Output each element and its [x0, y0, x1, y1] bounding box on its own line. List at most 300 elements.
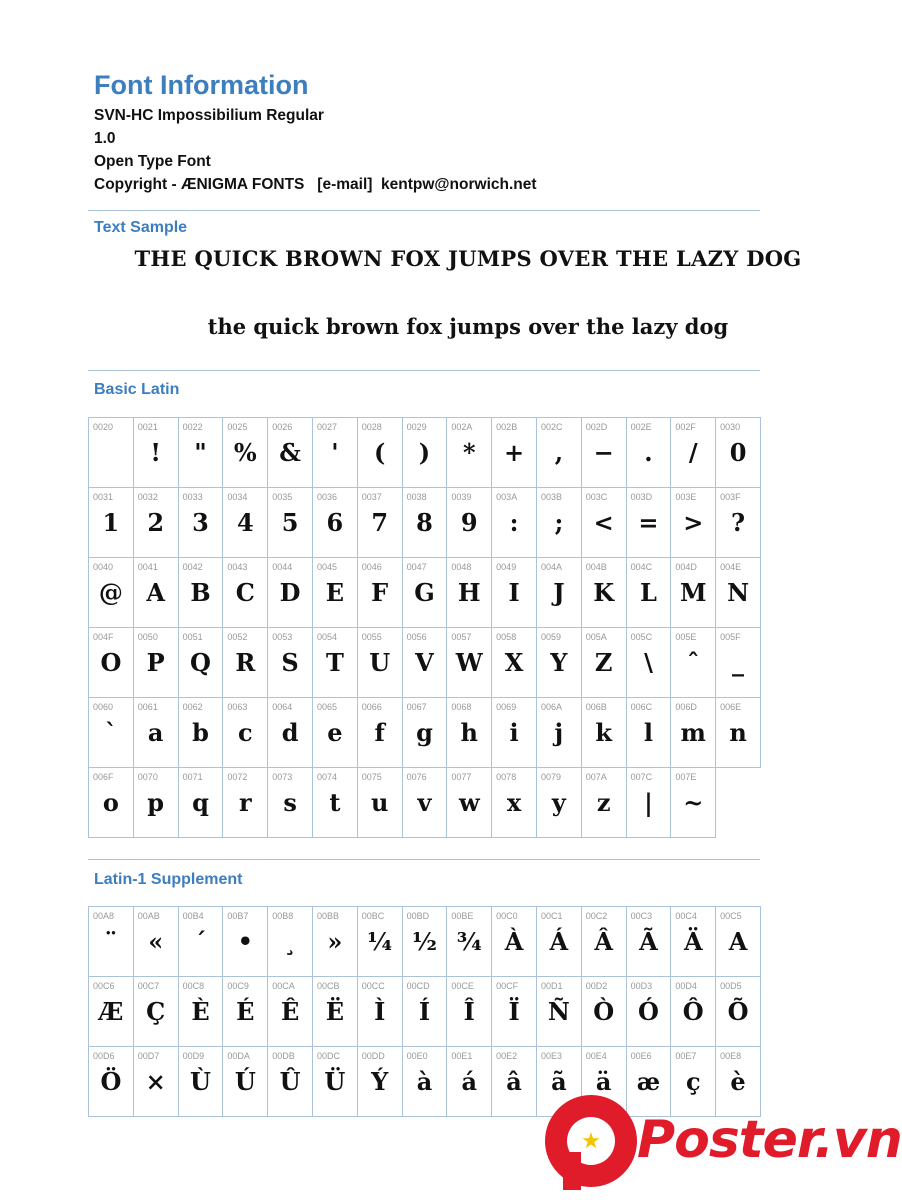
glyph-cell: [537, 977, 582, 1047]
glyph-char: æ: [636, 1067, 661, 1096]
glyph-cell: [492, 907, 537, 977]
glyph-char: 2: [147, 508, 165, 537]
glyph-cell: [671, 977, 716, 1047]
glyph-cell: [223, 977, 268, 1047]
glyph-cell: [89, 558, 134, 628]
glyph-code: 0042: [182, 562, 203, 572]
glyph-char: C: [235, 578, 255, 607]
glyph-cell: [492, 698, 537, 768]
glyph-code: 002B: [496, 422, 518, 432]
glyph-char: Q: [190, 648, 211, 677]
glyph-cell: [134, 977, 179, 1047]
glyph-char: 0: [729, 438, 747, 467]
glyph-char: @: [98, 578, 123, 607]
glyph-code: 006B: [585, 702, 607, 712]
glyph-char: *: [462, 438, 476, 467]
glyph-char: K: [593, 578, 615, 607]
glyph-code: 0048: [451, 562, 472, 572]
glyph-char: 8: [416, 508, 433, 537]
glyph-char: ¨: [104, 927, 117, 956]
glyph-char: D: [279, 578, 301, 607]
glyph-cell: [358, 768, 403, 838]
glyph-cell: [627, 628, 672, 698]
glyph-cell: [89, 698, 134, 768]
glyph-code: 0075: [361, 772, 382, 782]
glyph-char: À: [504, 927, 524, 956]
glyph-cell: [627, 488, 672, 558]
glyph-code: 00CD: [406, 981, 430, 991]
glyph-cell: [313, 1047, 358, 1117]
glyph-cell: [447, 768, 492, 838]
glyph-code: 0041: [137, 562, 158, 572]
glyph-code: 0022: [182, 422, 203, 432]
glyph-cell: [179, 907, 224, 977]
glyph-char: y: [551, 788, 566, 817]
glyph-code: 00D6: [93, 1051, 115, 1061]
glyph-char: c: [237, 718, 253, 747]
glyph-code: 0040: [93, 562, 114, 572]
star-icon: ★: [581, 1128, 601, 1153]
glyph-char: `: [104, 718, 117, 747]
glyph-char: ~: [683, 788, 704, 817]
glyph-cell: [89, 488, 134, 558]
glyph-char: Ê: [280, 997, 300, 1026]
glyph-char: −: [593, 438, 614, 467]
glyph-cell: [627, 418, 672, 488]
font-version: 1.0: [94, 130, 116, 147]
glyph-char: 9: [460, 508, 478, 537]
glyph-cell: [179, 698, 224, 768]
glyph-char: ¼: [367, 927, 393, 956]
glyph-char: L: [640, 578, 657, 607]
glyph-char: =: [638, 508, 659, 537]
glyph-cell: [582, 907, 627, 977]
glyph-cell: [671, 768, 716, 838]
page-title: Font Information: [94, 70, 309, 100]
glyph-char: ¾: [456, 927, 482, 956]
glyph-char: I: [508, 578, 520, 607]
glyph-cell: [716, 977, 761, 1047]
poster-logo-icon: [545, 1095, 637, 1187]
glyph-cell: [537, 768, 582, 838]
glyph-cell: [582, 418, 627, 488]
basic-latin-grid: [88, 417, 761, 838]
glyph-code: 00BB: [316, 911, 340, 921]
glyph-code: 0061: [137, 702, 158, 712]
glyph-cell: [268, 558, 313, 628]
glyph-code: 00D3: [630, 981, 653, 991]
glyph-char: Ó: [638, 997, 659, 1026]
glyph-char: Ï: [508, 997, 520, 1026]
glyph-cell: [268, 768, 313, 838]
glyph-code: 00C5: [720, 911, 742, 921]
glyph-char: s: [283, 788, 297, 817]
glyph-char: ): [418, 438, 431, 467]
glyph-char: 7: [371, 508, 389, 537]
glyph-code: 005C: [630, 632, 653, 642]
glyph-code: 0059: [540, 632, 561, 642]
glyph-char: /: [688, 438, 698, 467]
glyph-code: 00BC: [361, 911, 385, 921]
glyph-cell: [134, 488, 179, 558]
glyph-char: N: [727, 578, 750, 607]
poster-logo: [545, 1092, 902, 1197]
glyph-char: É: [236, 997, 255, 1026]
glyph-char: ˆ: [687, 648, 700, 677]
glyph-cell: [716, 418, 761, 488]
glyph-code: 0055: [361, 632, 382, 642]
glyph-cell: [716, 698, 761, 768]
glyph-cell: [268, 488, 313, 558]
glyph-char: B: [190, 578, 211, 607]
glyph-cell: [223, 768, 268, 838]
glyph-char: ¸: [284, 927, 297, 956]
glyph-char: W: [455, 648, 483, 677]
font-copyright: Copyright - ÆNIGMA FONTS [e-mail] kentpw@norwich.net: [94, 176, 537, 193]
glyph-code: 005F: [720, 632, 741, 642]
font-type: Open Type Font: [94, 153, 211, 170]
glyph-code: 00C3: [630, 911, 653, 921]
glyph-char: z: [596, 788, 611, 817]
glyph-code: 0028: [361, 422, 382, 432]
glyph-cell: [403, 977, 448, 1047]
font-name: SVN-HC Impossibilium Regular: [94, 107, 324, 124]
glyph-char: ×: [145, 1067, 166, 1096]
glyph-char: i: [509, 718, 519, 747]
glyph-char: o: [102, 788, 119, 817]
glyph-char: A: [146, 578, 165, 607]
glyph-code: 0035: [272, 492, 293, 502]
glyph-cell: [268, 907, 313, 977]
glyph-cell: [582, 768, 627, 838]
glyph-code: 00D5: [720, 981, 742, 991]
glyph-code: 006C: [630, 702, 653, 712]
glyph-code: 00A8: [93, 911, 115, 921]
glyph-code: 00C1: [540, 911, 563, 921]
glyph-cell: [89, 907, 134, 977]
glyph-code: 006D: [675, 702, 697, 712]
glyph-char: Æ: [98, 997, 124, 1026]
glyph-char: M: [679, 578, 707, 607]
glyph-char: Y: [550, 648, 568, 677]
latin1-grid: [88, 906, 761, 1117]
glyph-cell: [671, 418, 716, 488]
glyph-char: Õ: [727, 997, 749, 1026]
glyph-cell: [627, 977, 672, 1047]
glyph-char: (: [374, 438, 386, 467]
glyph-cell: [313, 628, 358, 698]
glyph-code: 006E: [720, 702, 742, 712]
glyph-code: 0033: [182, 492, 203, 502]
glyph-char: g: [416, 718, 433, 747]
glyph-code: 00C7: [137, 981, 160, 991]
glyph-code: 004F: [93, 632, 114, 642]
glyph-cell: [582, 977, 627, 1047]
glyph-code: 0043: [227, 562, 248, 572]
glyph-char: x: [506, 788, 522, 817]
glyph-code: 00C8: [182, 981, 205, 991]
glyph-code: 006F: [93, 772, 114, 782]
glyph-cell: [313, 768, 358, 838]
glyph-char: 3: [192, 508, 209, 537]
glyph-cell: [447, 488, 492, 558]
glyph-cell: [492, 977, 537, 1047]
glyph-code: 00D2: [585, 981, 608, 991]
glyph-char: !: [150, 438, 161, 467]
glyph-code: 00E8: [720, 1051, 742, 1061]
glyph-char: Ü: [324, 1067, 346, 1096]
glyph-code: 0057: [451, 632, 472, 642]
glyph-char: Ñ: [547, 997, 570, 1026]
sample-lowercase: the quick brown fox jumps over the lazy dog: [207, 314, 729, 339]
glyph-char: h: [460, 718, 478, 747]
glyph-cell: [134, 1047, 179, 1117]
glyph-code: 0064: [272, 702, 293, 712]
glyph-code: 0053: [272, 632, 293, 642]
glyph-cell: [582, 488, 627, 558]
glyph-char: &: [279, 438, 301, 467]
glyph-code: 007E: [675, 772, 697, 782]
glyph-cell: [403, 488, 448, 558]
glyph-code: 00C9: [227, 981, 249, 991]
glyph-code: 00E6: [630, 1051, 652, 1061]
glyph-cell: [447, 977, 492, 1047]
glyph-cell: [582, 698, 627, 768]
glyph-code: 00E0: [406, 1051, 428, 1061]
glyph-cell: [134, 418, 179, 488]
glyph-code: 0039: [451, 492, 472, 502]
glyph-char: m: [680, 718, 706, 747]
glyph-code: 003C: [585, 492, 608, 502]
glyph-char: T: [325, 648, 344, 677]
glyph-code: 00D7: [137, 1051, 160, 1061]
glyph-code: 00CA: [272, 981, 295, 991]
glyph-cell: [134, 907, 179, 977]
glyph-code: 00CB: [316, 981, 340, 991]
glyph-code: 00E1: [451, 1051, 473, 1061]
font-meta: [94, 104, 537, 196]
glyph-char: U: [369, 648, 391, 677]
glyph-code: 00CC: [361, 981, 385, 991]
glyph-code: 002D: [585, 422, 608, 432]
glyph-code: 00C2: [585, 911, 608, 921]
glyph-char: Ò: [593, 997, 615, 1026]
glyph-char: Í: [418, 997, 431, 1026]
glyph-cell: [89, 977, 134, 1047]
glyph-code: 0078: [496, 772, 517, 782]
glyph-cell: [223, 628, 268, 698]
glyph-cell: [537, 558, 582, 628]
glyph-char: ç: [685, 1067, 701, 1096]
glyph-cell: [716, 907, 761, 977]
glyph-char: G: [414, 578, 435, 607]
glyph-code: 0050: [137, 632, 158, 642]
glyph-code: 006A: [540, 702, 562, 712]
glyph-char: O: [100, 648, 122, 677]
glyph-char: â: [506, 1067, 522, 1096]
glyph-code: 0073: [272, 772, 293, 782]
glyph-cell: [537, 488, 582, 558]
glyph-cell: [492, 768, 537, 838]
glyph-cell: [268, 1047, 313, 1117]
glyph-cell: [447, 1047, 492, 1117]
glyph-char: Ë: [325, 997, 345, 1026]
glyph-cell: [268, 628, 313, 698]
glyph-cell: [492, 628, 537, 698]
glyph-char: d: [281, 718, 299, 747]
glyph-cell: [223, 907, 268, 977]
glyph-cell: [89, 1047, 134, 1117]
glyph-cell: [447, 698, 492, 768]
divider: [88, 210, 760, 211]
glyph-cell: [358, 1047, 403, 1117]
glyph-cell: [358, 907, 403, 977]
glyph-char: ;: [554, 508, 564, 537]
glyph-char: u: [370, 788, 389, 817]
glyph-cell: [716, 558, 761, 628]
glyph-char: .: [644, 438, 653, 467]
text-sample-heading: Text Sample: [94, 219, 188, 236]
glyph-char: Ö: [100, 1067, 122, 1096]
glyph-code: 003F: [720, 492, 741, 502]
glyph-char: ½: [411, 927, 437, 956]
glyph-cell: [492, 1047, 537, 1117]
glyph-cell: [179, 1047, 224, 1117]
glyph-cell: [492, 558, 537, 628]
glyph-cell: [313, 558, 358, 628]
glyph-code: 002F: [675, 422, 696, 432]
glyph-code: 00CF: [496, 981, 519, 991]
glyph-cell: [179, 628, 224, 698]
glyph-code: 00DC: [316, 1051, 340, 1061]
glyph-char: r: [238, 788, 252, 817]
glyph-code: 0021: [137, 422, 158, 432]
glyph-code: 00B8: [272, 911, 294, 921]
glyph-cell: [223, 1047, 268, 1117]
glyph-code: 0058: [496, 632, 517, 642]
glyph-cell: [223, 558, 268, 628]
glyph-code: 00DA: [227, 1051, 250, 1061]
glyph-code: 0038: [406, 492, 427, 502]
glyph-code: 0031: [93, 492, 114, 502]
glyph-char: \: [644, 648, 653, 677]
glyph-cell: [403, 558, 448, 628]
glyph-cell: [537, 907, 582, 977]
divider: [88, 859, 760, 860]
glyph-char: q: [192, 788, 209, 817]
glyph-code: 0029: [406, 422, 427, 432]
glyph-char: :: [509, 508, 519, 537]
poster-brand-text: Poster.vn: [637, 1110, 902, 1170]
glyph-cell: [447, 907, 492, 977]
glyph-cell: [358, 558, 403, 628]
glyph-code: 0060: [93, 702, 114, 712]
glyph-cell: [492, 488, 537, 558]
glyph-code: 007A: [585, 772, 607, 782]
glyph-cell: [223, 488, 268, 558]
glyph-char: Ã: [639, 927, 658, 956]
glyph-cell: [447, 558, 492, 628]
glyph-cell: [179, 558, 224, 628]
glyph-cell: [627, 768, 672, 838]
glyph-code: 0020: [93, 422, 114, 432]
glyph-code: 00D1: [540, 981, 563, 991]
glyph-char: Ú: [234, 1067, 256, 1096]
glyph-char: _: [732, 648, 745, 677]
glyph-code: 004B: [585, 562, 607, 572]
glyph-char: ?: [731, 508, 746, 537]
glyph-cell: [582, 628, 627, 698]
glyph-cell: [403, 768, 448, 838]
glyph-cell: [313, 907, 358, 977]
glyph-code: 005A: [585, 632, 607, 642]
glyph-code: 0068: [451, 702, 472, 712]
glyph-cell: [671, 488, 716, 558]
glyph-char: Ä: [683, 927, 703, 956]
glyph-char: Ç: [146, 997, 166, 1026]
glyph-char: Z: [594, 648, 613, 677]
glyph-code: 00D4: [675, 981, 697, 991]
glyph-char: 6: [326, 508, 344, 537]
glyph-code: 005E: [675, 632, 697, 642]
glyph-char: |: [644, 788, 653, 817]
glyph-cell: [268, 977, 313, 1047]
glyph-code: 0051: [182, 632, 203, 642]
glyph-code: 00DB: [272, 1051, 295, 1061]
basic-latin-heading: Basic Latin: [94, 381, 180, 398]
glyph-cell: [313, 488, 358, 558]
glyph-cell: [358, 977, 403, 1047]
glyph-cell: [358, 698, 403, 768]
glyph-code: 0027: [316, 422, 338, 432]
glyph-code: 00D9: [182, 1051, 205, 1061]
glyph-char: a: [147, 718, 164, 747]
glyph-cell: [627, 907, 672, 977]
divider: [88, 370, 760, 371]
glyph-char: ä: [595, 1067, 612, 1096]
glyph-cell: [671, 628, 716, 698]
glyph-cell: [492, 418, 537, 488]
glyph-char: S: [281, 648, 299, 677]
glyph-code: 0046: [361, 562, 382, 572]
glyph-code: 0054: [316, 632, 338, 642]
glyph-char: Û: [279, 1067, 301, 1096]
glyph-char: J: [553, 578, 565, 607]
glyph-char: k: [595, 718, 612, 747]
glyph-code: 00C4: [675, 911, 697, 921]
glyph-code: 0030: [720, 422, 741, 432]
glyph-code: 00BD: [406, 911, 430, 921]
glyph-char: 4: [236, 508, 254, 537]
glyph-code: 0032: [137, 492, 158, 502]
glyph-code: 004A: [540, 562, 562, 572]
glyph-code: 0063: [227, 702, 248, 712]
glyph-code: 004E: [720, 562, 742, 572]
glyph-cell: [447, 418, 492, 488]
glyph-char: Ý: [371, 1067, 389, 1096]
glyph-char: È: [191, 997, 210, 1026]
glyph-code: 00E4: [585, 1051, 607, 1061]
glyph-code: 0074: [316, 772, 338, 782]
glyph-char: <: [593, 508, 614, 537]
glyph-cell: [582, 558, 627, 628]
glyph-cell: [89, 418, 134, 488]
glyph-char: v: [417, 788, 432, 817]
glyph-cell: [313, 698, 358, 768]
glyph-code: 0052: [227, 632, 248, 642]
glyph-cell: [403, 628, 448, 698]
glyph-cell: [223, 418, 268, 488]
